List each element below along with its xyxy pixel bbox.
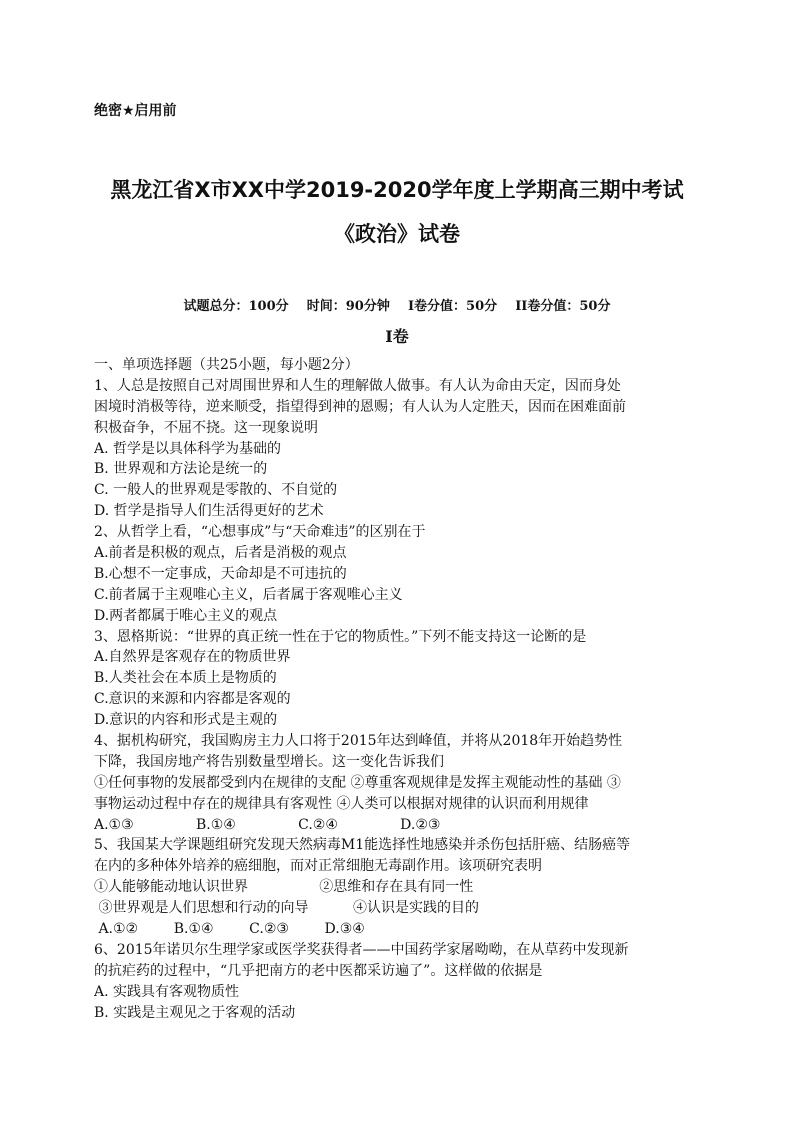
option-b: B.人类社会在本质上是物质的 [94, 670, 277, 687]
question-2 [94, 522, 706, 626]
option-c: C. 一般人的世界观是零散的、不自觉的 [94, 482, 338, 499]
question-stem: 积极奋争，不屈不挠。这一现象说明 [94, 419, 318, 436]
question-stem: 1、人总是按照自己对周围世界和人生的理解做人做事。有人认为命由天定，因而身处 [94, 377, 621, 394]
section-heading: 一、单项选择题（共25小题，每小题2分） [94, 357, 359, 373]
question-stem: 5、我国某大学课题组研究发现天然病毒M1能选择性地感染并杀伤包括肝癌、结肠癌等 [94, 837, 631, 854]
question-3 [94, 627, 706, 731]
question-stem: 事物运动过程中存在的规律具有客观性 ④人类可以根据对规律的认识而利用规律 [94, 795, 589, 812]
question-stem: ①人能够能动地认识世界 ②思维和存在具有同一性 [94, 879, 474, 896]
question-6 [94, 940, 706, 1024]
option-d: D. 哲学是指导人们生活得更好的艺术 [94, 503, 324, 520]
answer-options: A.①③ B.①④ C.②④ D.②③ [94, 816, 441, 833]
question-stem: 3、恩格斯说：“世界的真正统一性在于它的物质性。”下列不能支持这一论断的是 [94, 628, 587, 645]
option-b: B.心想不一定事成，天命却是不可违抗的 [94, 565, 347, 582]
option-d: D.两者都属于唯心主义的观点 [94, 607, 278, 624]
option-a: A. 哲学是以具体科学为基础的 [94, 440, 282, 457]
option-a: A. 实践具有客观物质性 [94, 983, 240, 1000]
question-stem: 在内的多种体外培养的癌细胞，而对正常细胞无毒副作用。该项研究表明 [94, 858, 542, 875]
answer-options: A.①② B.①④ C.②③ D.③④ [94, 921, 365, 938]
option-d: D.意识的内容和形式是主观的 [94, 712, 278, 729]
score-info: 试题总分：100分 时间：90分钟 I卷分值：50分 II卷分值：50分 [183, 299, 611, 314]
question-5 [94, 835, 706, 939]
option-a: A.自然界是客观存在的物质世界 [94, 649, 291, 666]
question-stem: 下降，我国房地产将告别数量型增长。这一变化告诉我们 [94, 753, 444, 770]
option-b: B. 世界观和方法论是统一的 [94, 461, 268, 478]
volume-heading: I卷 [385, 327, 409, 346]
question-stem: 6、2015年诺贝尔生理学家或医学奖获得者——中国药学家屠呦呦，在从草药中发现新 [94, 941, 629, 958]
question-4 [94, 731, 706, 835]
option-b: B. 实践是主观见之于客观的活动 [94, 1004, 296, 1021]
question-1 [94, 376, 706, 522]
question-stem: ①任何事物的发展都受到内在规律的支配 ②尊重客观规律是发挥主观能动性的基础 ③ [94, 774, 621, 791]
option-c: C.前者属于主观唯心主义，后者属于客观唯心主义 [94, 586, 403, 603]
question-stem: 的抗疟药的过程中，“几乎把南方的老中医都采访遍了”。这样做的依据是 [94, 962, 543, 979]
option-c: C.意识的来源和内容都是客观的 [94, 691, 291, 708]
exam-subject: 《政治》试卷 [334, 222, 460, 246]
exam-title: 黑龙江省X市XX中学2019-2020学年度上学期高三期中考试 [110, 178, 684, 202]
question-stem: 困境时消极等待，逆来顺受，指望得到神的恩赐；有人认为人定胜天，因而在困难面前 [94, 398, 626, 415]
secret-mark: 绝密★启用前 [94, 103, 177, 119]
question-body [94, 355, 706, 1024]
question-stem: ③世界观是人们思想和行动的向导 ④认识是实践的目的 [94, 900, 479, 917]
option-a: A.前者是积极的观点，后者是消极的观点 [94, 545, 347, 562]
question-stem: 2、从哲学上看，“心想事成”与“天命难违”的区别在于 [94, 524, 426, 541]
question-stem: 4、据机构研究，我国购房主力人口将于2015年达到峰值，并将从2018年开始趋势性 [94, 733, 623, 750]
